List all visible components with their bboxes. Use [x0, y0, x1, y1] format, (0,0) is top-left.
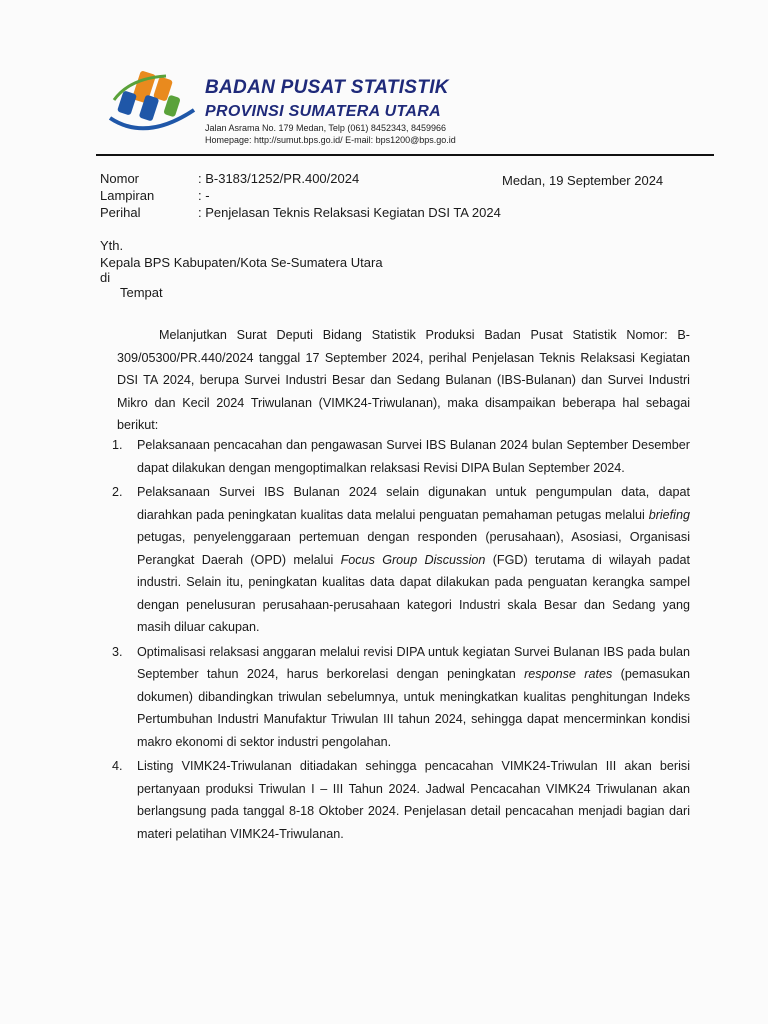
point-emphasis: briefing	[648, 507, 690, 522]
org-province: PROVINSI SUMATERA UTARA	[205, 103, 441, 120]
bps-logo-mark	[110, 70, 194, 128]
point-emphasis: response rates	[524, 667, 613, 681]
point-text: Listing VIMK24-Triwulanan ditiadakan sehingga pencacahan VIMK24-Triwulan III akan berisi pertanyaan produksi Triwulan I – III Tahun 2024. Jadwal Pencacahan VIMK24 Triwulanan akan berlangsung pada tanggal 8-18 Oktober 2024. Penjelasan detail pencacahan menjadi bagian dari materi pelatihan VIMK24-Triwulanan.	[137, 759, 690, 841]
recipient-place: Tempat	[120, 285, 163, 300]
intro-paragraph: Melanjutkan Surat Deputi Bidang Statistik Produksi Badan Pusat Statistik Nomor: B-309/05300/PR.440/2024 tanggal 17 September 2024, perihal Penjelasan Teknis Relaksasi Kegiatan DSI TA 2024, berupa Survei Industri Besar dan Sedang Bulanan (IBS-Bulanan) dan Survei Industri Mikro dan Kecil 2024 Triwulanan (VIMK24-Triwulanan), maka disampaikan beberapa hal sebagai berikut:	[117, 328, 690, 432]
perihal-value: : Penjelasan Teknis Relaksasi Kegiatan DSI TA 2024	[198, 205, 501, 220]
perihal-label: Perihal	[100, 205, 141, 220]
org-name: BADAN PUSAT STATISTIK	[205, 77, 449, 98]
nomor-value: : B-3183/1252/PR.400/2024	[198, 171, 360, 186]
point-text-a: Pelaksanaan Survei IBS Bulanan 2024 selain digunakan untuk pengumpulan data, dapat diarahkan pada peningkatan kualitas data melalui penguatan pemahaman petugas melalui	[137, 485, 690, 522]
points-list	[112, 434, 690, 847]
letterhead-divider	[96, 154, 714, 156]
recipient-di: di	[100, 270, 111, 285]
salutation: Yth.	[100, 238, 124, 253]
point-text-b: (pemasukan dokumen) dibandingkan triwulan sebelumnya, untuk meningkatkan kualitas penghitungan Indeks Pertumbuhan Industri Manufaktur Triwulan III tahun 2024, sehingga dapat mencerminkan kondisi makro ekonomi di sektor industri pengolahan.	[137, 667, 690, 749]
point-number: 3.	[112, 644, 123, 659]
bps-logo	[106, 70, 200, 140]
org-contact: Homepage: http://sumut.bps.go.id/ E-mail: bps1200@bps.go.id	[205, 135, 456, 145]
point-emphasis: Focus Group Discussion	[340, 552, 486, 567]
point-text-a: Optimalisasi relaksasi anggaran melalui revisi DIPA untuk kegiatan Survei Bulanan IBS pada bulan September tahun 2024, harus berkorelasi dengan peningkatan	[137, 644, 690, 681]
lampiran-label: Lampiran	[100, 188, 155, 203]
recipient-name: Kepala BPS Kabupaten/Kota Se-Sumatera Utara	[100, 255, 383, 270]
point-number: 4.	[112, 759, 123, 773]
point-text: Pelaksanaan pencacahan dan pengawasan Survei IBS Bulanan 2024 bulan September Desember dapat dilakukan dengan mengoptimalkan relaksasi Revisi DIPA Bulan September 2024.	[137, 438, 690, 475]
lampiran-value: : -	[198, 188, 210, 203]
list-item	[112, 755, 690, 845]
point-text-b: petugas, penyelenggaraan pertemuan dengan responden (perusahaan), Asosiasi, Organisasi Perangkat Daerah (OPD) melalui	[137, 530, 690, 567]
nomor-label: Nomor	[100, 171, 140, 186]
org-address: Jalan Asrama No. 179 Medan, Telp (061) 8452343, 8459966	[205, 123, 447, 133]
list-item	[112, 481, 690, 639]
point-text-c: (FGD) terutama di wilayah padat industri. Selain itu, peningkatan kualitas data dapat dilakukan pada penguatan kerangka sampel dengan penelusuran perusahaan-perusahaan kategori Industri skala Besar dan Sedang yang masih diluar cakupan.	[137, 552, 690, 634]
point-number: 1.	[112, 438, 123, 452]
point-number: 2.	[112, 485, 123, 499]
list-item	[112, 641, 690, 754]
letter-date: Medan, 19 September 2024	[502, 173, 664, 188]
list-item	[112, 434, 690, 479]
